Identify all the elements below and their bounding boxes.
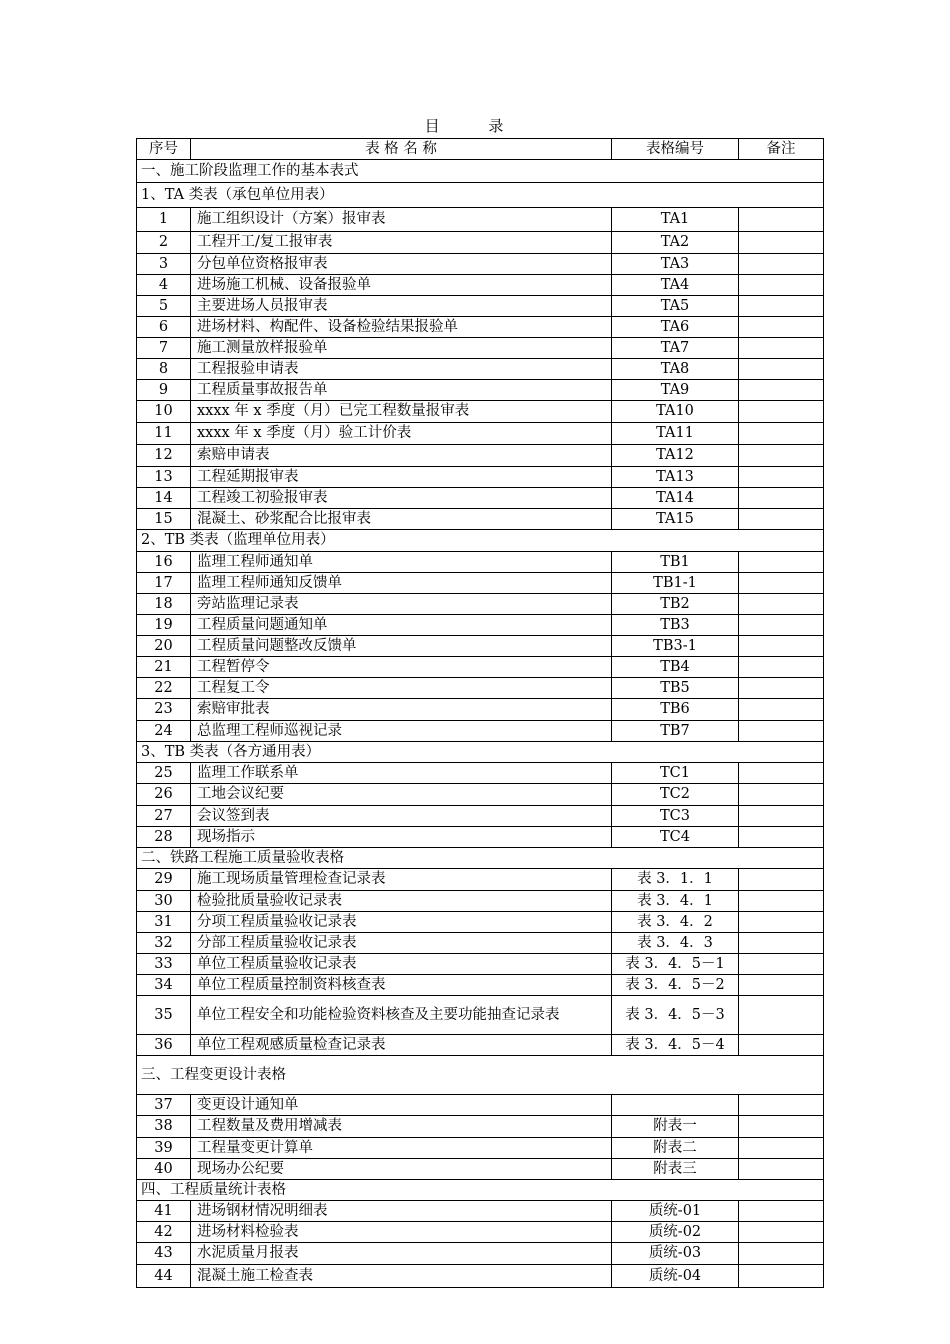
remark-cell (739, 338, 824, 359)
form-code: TA3 (612, 254, 739, 275)
row-number: 16 (137, 552, 191, 573)
table-row (137, 317, 824, 338)
form-name: 工程复工令 (191, 678, 612, 699)
form-name: 变更设计通知单 (191, 1095, 612, 1116)
row-number: 30 (137, 891, 191, 912)
form-name: 水泥质量月报表 (191, 1243, 612, 1265)
form-code: 表 3．4．5－2 (612, 975, 739, 996)
section-heading-row (137, 183, 824, 208)
table-row (137, 615, 824, 636)
remark-cell (739, 869, 824, 891)
row-number: 22 (137, 678, 191, 699)
form-code: 表 3．1．1 (612, 869, 739, 891)
remark-cell (739, 806, 824, 827)
form-name: 现场办公纪要 (191, 1159, 612, 1180)
form-name: 进场材料检验表 (191, 1222, 612, 1243)
row-number: 34 (137, 975, 191, 996)
row-number: 13 (137, 467, 191, 488)
section-heading-row (137, 530, 824, 552)
table-row (137, 912, 824, 933)
table-row (137, 636, 824, 657)
row-number: 39 (137, 1138, 191, 1159)
table-row (137, 573, 824, 594)
table-row (137, 1116, 824, 1138)
row-number: 14 (137, 488, 191, 509)
form-code: TA2 (612, 232, 739, 254)
form-name: 工程暂停令 (191, 657, 612, 678)
table-row (137, 338, 824, 359)
table-row (137, 996, 824, 1035)
column-header-code: 表格编号 (612, 139, 739, 160)
remark-cell (739, 1116, 824, 1138)
form-code: TA8 (612, 359, 739, 380)
remark-cell (739, 996, 824, 1035)
form-code: 表 3．4．3 (612, 933, 739, 954)
remark-cell (739, 488, 824, 509)
form-code: TA9 (612, 380, 739, 401)
section-heading: 3、TB 类表（各方通用表） (137, 742, 824, 763)
remark-cell (739, 1095, 824, 1116)
form-code: TA11 (612, 423, 739, 445)
column-header-name: 表 格 名 称 (191, 139, 612, 160)
form-code: TB7 (612, 721, 739, 742)
form-name: 进场材料、构配件、设备检验结果报验单 (191, 317, 612, 338)
form-name: 工程竣工初验报审表 (191, 488, 612, 509)
remark-cell (739, 1035, 824, 1056)
remark-cell (739, 1265, 824, 1288)
form-code: 质统-03 (612, 1243, 739, 1265)
row-number: 31 (137, 912, 191, 933)
form-name: 总监理工程师巡视记录 (191, 721, 612, 742)
row-number: 7 (137, 338, 191, 359)
form-code: TA12 (612, 445, 739, 467)
table-row (137, 1222, 824, 1243)
form-name: 会议签到表 (191, 806, 612, 827)
table-row (137, 784, 824, 806)
table-row (137, 275, 824, 296)
header-row (137, 139, 824, 160)
table-row (137, 380, 824, 401)
remark-cell (739, 1159, 824, 1180)
row-number: 38 (137, 1116, 191, 1138)
remark-cell (739, 509, 824, 530)
form-name: 施工测量放样报验单 (191, 338, 612, 359)
section-heading-row (137, 1180, 824, 1201)
row-number: 36 (137, 1035, 191, 1056)
form-name: 单位工程观感质量检查记录表 (191, 1035, 612, 1056)
row-number: 8 (137, 359, 191, 380)
remark-cell (739, 1243, 824, 1265)
remark-cell (739, 636, 824, 657)
row-number: 29 (137, 869, 191, 891)
form-name: 工程开工/复工报审表 (191, 232, 612, 254)
form-code: TC4 (612, 827, 739, 848)
section-heading: 一、施工阶段监理工作的基本表式 (137, 160, 824, 183)
remark-cell (739, 891, 824, 912)
remark-cell (739, 678, 824, 699)
form-code: TA14 (612, 488, 739, 509)
remark-cell (739, 1138, 824, 1159)
form-code (612, 1095, 739, 1116)
remark-cell (739, 445, 824, 467)
remark-cell (739, 975, 824, 996)
row-number: 10 (137, 401, 191, 423)
row-number: 2 (137, 232, 191, 254)
section-heading-row (137, 160, 824, 183)
table-row (137, 296, 824, 317)
form-name: 工程数量及费用增减表 (191, 1116, 612, 1138)
form-code: 表 3．4．5－1 (612, 954, 739, 975)
remark-cell (739, 380, 824, 401)
row-number: 9 (137, 380, 191, 401)
form-code: TA13 (612, 467, 739, 488)
form-name: 工程量变更计算单 (191, 1138, 612, 1159)
row-number: 1 (137, 208, 191, 232)
form-code: TC3 (612, 806, 739, 827)
table-row (137, 359, 824, 380)
form-code: 附表三 (612, 1159, 739, 1180)
row-number: 44 (137, 1265, 191, 1288)
form-name: 混凝土施工检查表 (191, 1265, 612, 1288)
form-code: TA4 (612, 275, 739, 296)
remark-cell (739, 296, 824, 317)
form-code: TB3 (612, 615, 739, 636)
remark-cell (739, 784, 824, 806)
form-code: TC1 (612, 763, 739, 784)
form-name: xxxx 年 x 季度（月）已完工程数量报审表 (191, 401, 612, 423)
table-row (137, 827, 824, 848)
table-row (137, 891, 824, 912)
form-name: 主要进场人员报审表 (191, 296, 612, 317)
remark-cell (739, 827, 824, 848)
table-row (137, 401, 824, 423)
row-number: 6 (137, 317, 191, 338)
row-number: 25 (137, 763, 191, 784)
form-code: TB1 (612, 552, 739, 573)
row-number: 43 (137, 1243, 191, 1265)
remark-cell (739, 594, 824, 615)
form-name: 施工组织设计（方案）报审表 (191, 208, 612, 232)
form-code: TA6 (612, 317, 739, 338)
row-number: 26 (137, 784, 191, 806)
remark-cell (739, 317, 824, 338)
form-name: 工程质量问题整改反馈单 (191, 636, 612, 657)
row-number: 21 (137, 657, 191, 678)
remark-cell (739, 1201, 824, 1222)
row-number: 27 (137, 806, 191, 827)
form-code: TA7 (612, 338, 739, 359)
form-name: 监理工作联系单 (191, 763, 612, 784)
row-number: 32 (137, 933, 191, 954)
row-number: 28 (137, 827, 191, 848)
section-heading-row (137, 1056, 824, 1095)
row-number: 17 (137, 573, 191, 594)
form-code: TB4 (612, 657, 739, 678)
table-row (137, 806, 824, 827)
table-row (137, 954, 824, 975)
form-code: 质统-04 (612, 1265, 739, 1288)
table-row (137, 254, 824, 275)
remark-cell (739, 721, 824, 742)
form-name: 监理工程师通知反馈单 (191, 573, 612, 594)
table-row (137, 594, 824, 615)
table-row (137, 552, 824, 573)
remark-cell (739, 552, 824, 573)
row-number: 23 (137, 699, 191, 721)
row-number: 15 (137, 509, 191, 530)
remark-cell (739, 208, 824, 232)
section-heading: 四、工程质量统计表格 (137, 1180, 824, 1201)
form-name: 分部工程质量验收记录表 (191, 933, 612, 954)
form-code: 附表二 (612, 1138, 739, 1159)
form-code: TA5 (612, 296, 739, 317)
column-header-no: 序号 (137, 139, 191, 160)
section-heading: 1、TA 类表（承包单位用表） (137, 183, 824, 208)
section-heading-row (137, 742, 824, 763)
row-number: 3 (137, 254, 191, 275)
remark-cell (739, 615, 824, 636)
table-row (137, 467, 824, 488)
form-code: TB6 (612, 699, 739, 721)
form-code: 表 3．4．1 (612, 891, 739, 912)
table-row (137, 975, 824, 996)
remark-cell (739, 423, 824, 445)
remark-cell (739, 912, 824, 933)
row-number: 33 (137, 954, 191, 975)
form-name: 进场施工机械、设备报验单 (191, 275, 612, 296)
table-row (137, 678, 824, 699)
remark-cell (739, 763, 824, 784)
form-code: TB3-1 (612, 636, 739, 657)
table-row (137, 232, 824, 254)
remark-cell (739, 933, 824, 954)
table-row (137, 1035, 824, 1056)
table-row (137, 657, 824, 678)
form-name: 单位工程质量控制资料核查表 (191, 975, 612, 996)
column-header-remark: 备注 (739, 139, 824, 160)
remark-cell (739, 954, 824, 975)
form-name: 索赔申请表 (191, 445, 612, 467)
table-row (137, 208, 824, 232)
form-name: 单位工程安全和功能检验资料核查及主要功能抽查记录表 (191, 996, 612, 1035)
table-row (137, 1243, 824, 1265)
table-row (137, 445, 824, 467)
form-code: TA15 (612, 509, 739, 530)
form-name: 分包单位资格报审表 (191, 254, 612, 275)
row-number: 12 (137, 445, 191, 467)
form-name: 进场钢材情况明细表 (191, 1201, 612, 1222)
row-number: 42 (137, 1222, 191, 1243)
section-heading: 2、TB 类表（监理单位用表） (137, 530, 824, 552)
section-heading: 二、铁路工程施工质量验收表格 (137, 848, 824, 869)
section-heading: 三、工程变更设计表格 (137, 1056, 824, 1095)
form-name: 工程质量问题通知单 (191, 615, 612, 636)
row-number: 5 (137, 296, 191, 317)
remark-cell (739, 401, 824, 423)
row-number: 35 (137, 996, 191, 1035)
remark-cell (739, 699, 824, 721)
table-row (137, 423, 824, 445)
section-heading-row (137, 848, 824, 869)
form-code: TA1 (612, 208, 739, 232)
form-name: 检验批质量验收记录表 (191, 891, 612, 912)
row-number: 4 (137, 275, 191, 296)
form-code: 表 3．4．5－4 (612, 1035, 739, 1056)
remark-cell (739, 573, 824, 594)
remark-cell (739, 254, 824, 275)
form-code: 表 3．4．5－3 (612, 996, 739, 1035)
row-number: 40 (137, 1159, 191, 1180)
form-code: 质统-02 (612, 1222, 739, 1243)
row-number: 19 (137, 615, 191, 636)
form-name: xxxx 年 x 季度（月）验工计价表 (191, 423, 612, 445)
remark-cell (739, 232, 824, 254)
row-number: 18 (137, 594, 191, 615)
form-name: 混凝土、砂浆配合比报审表 (191, 509, 612, 530)
form-name: 分项工程质量验收记录表 (191, 912, 612, 933)
form-code: TB1-1 (612, 573, 739, 594)
form-name: 监理工程师通知单 (191, 552, 612, 573)
table-row (137, 1265, 824, 1288)
document-title: 目 录 (424, 117, 526, 135)
table-row (137, 721, 824, 742)
form-code: 表 3．4．2 (612, 912, 739, 933)
contents-table (136, 138, 824, 1288)
form-code: 质统-01 (612, 1201, 739, 1222)
row-number: 24 (137, 721, 191, 742)
row-number: 37 (137, 1095, 191, 1116)
table-row (137, 1159, 824, 1180)
remark-cell (739, 359, 824, 380)
table-row (137, 1095, 824, 1116)
table-row (137, 763, 824, 784)
form-name: 工程报验申请表 (191, 359, 612, 380)
form-code: TA10 (612, 401, 739, 423)
table-row (137, 1138, 824, 1159)
form-code: TC2 (612, 784, 739, 806)
table-row (137, 699, 824, 721)
row-number: 11 (137, 423, 191, 445)
form-name: 施工现场质量管理检查记录表 (191, 869, 612, 891)
table-row (137, 933, 824, 954)
table-row (137, 509, 824, 530)
form-name: 索赔审批表 (191, 699, 612, 721)
form-code: 附表一 (612, 1116, 739, 1138)
remark-cell (739, 467, 824, 488)
form-code: TB5 (612, 678, 739, 699)
remark-cell (739, 275, 824, 296)
remark-cell (739, 657, 824, 678)
row-number: 20 (137, 636, 191, 657)
form-name: 旁站监理记录表 (191, 594, 612, 615)
remark-cell (739, 1222, 824, 1243)
form-name: 工程质量事故报告单 (191, 380, 612, 401)
form-code: TB2 (612, 594, 739, 615)
form-name: 工地会议纪要 (191, 784, 612, 806)
form-name: 工程延期报审表 (191, 467, 612, 488)
form-name: 单位工程质量验收记录表 (191, 954, 612, 975)
table-body (137, 160, 824, 1288)
table-row (137, 1201, 824, 1222)
table-row (137, 488, 824, 509)
row-number: 41 (137, 1201, 191, 1222)
table-row (137, 869, 824, 891)
form-name: 现场指示 (191, 827, 612, 848)
